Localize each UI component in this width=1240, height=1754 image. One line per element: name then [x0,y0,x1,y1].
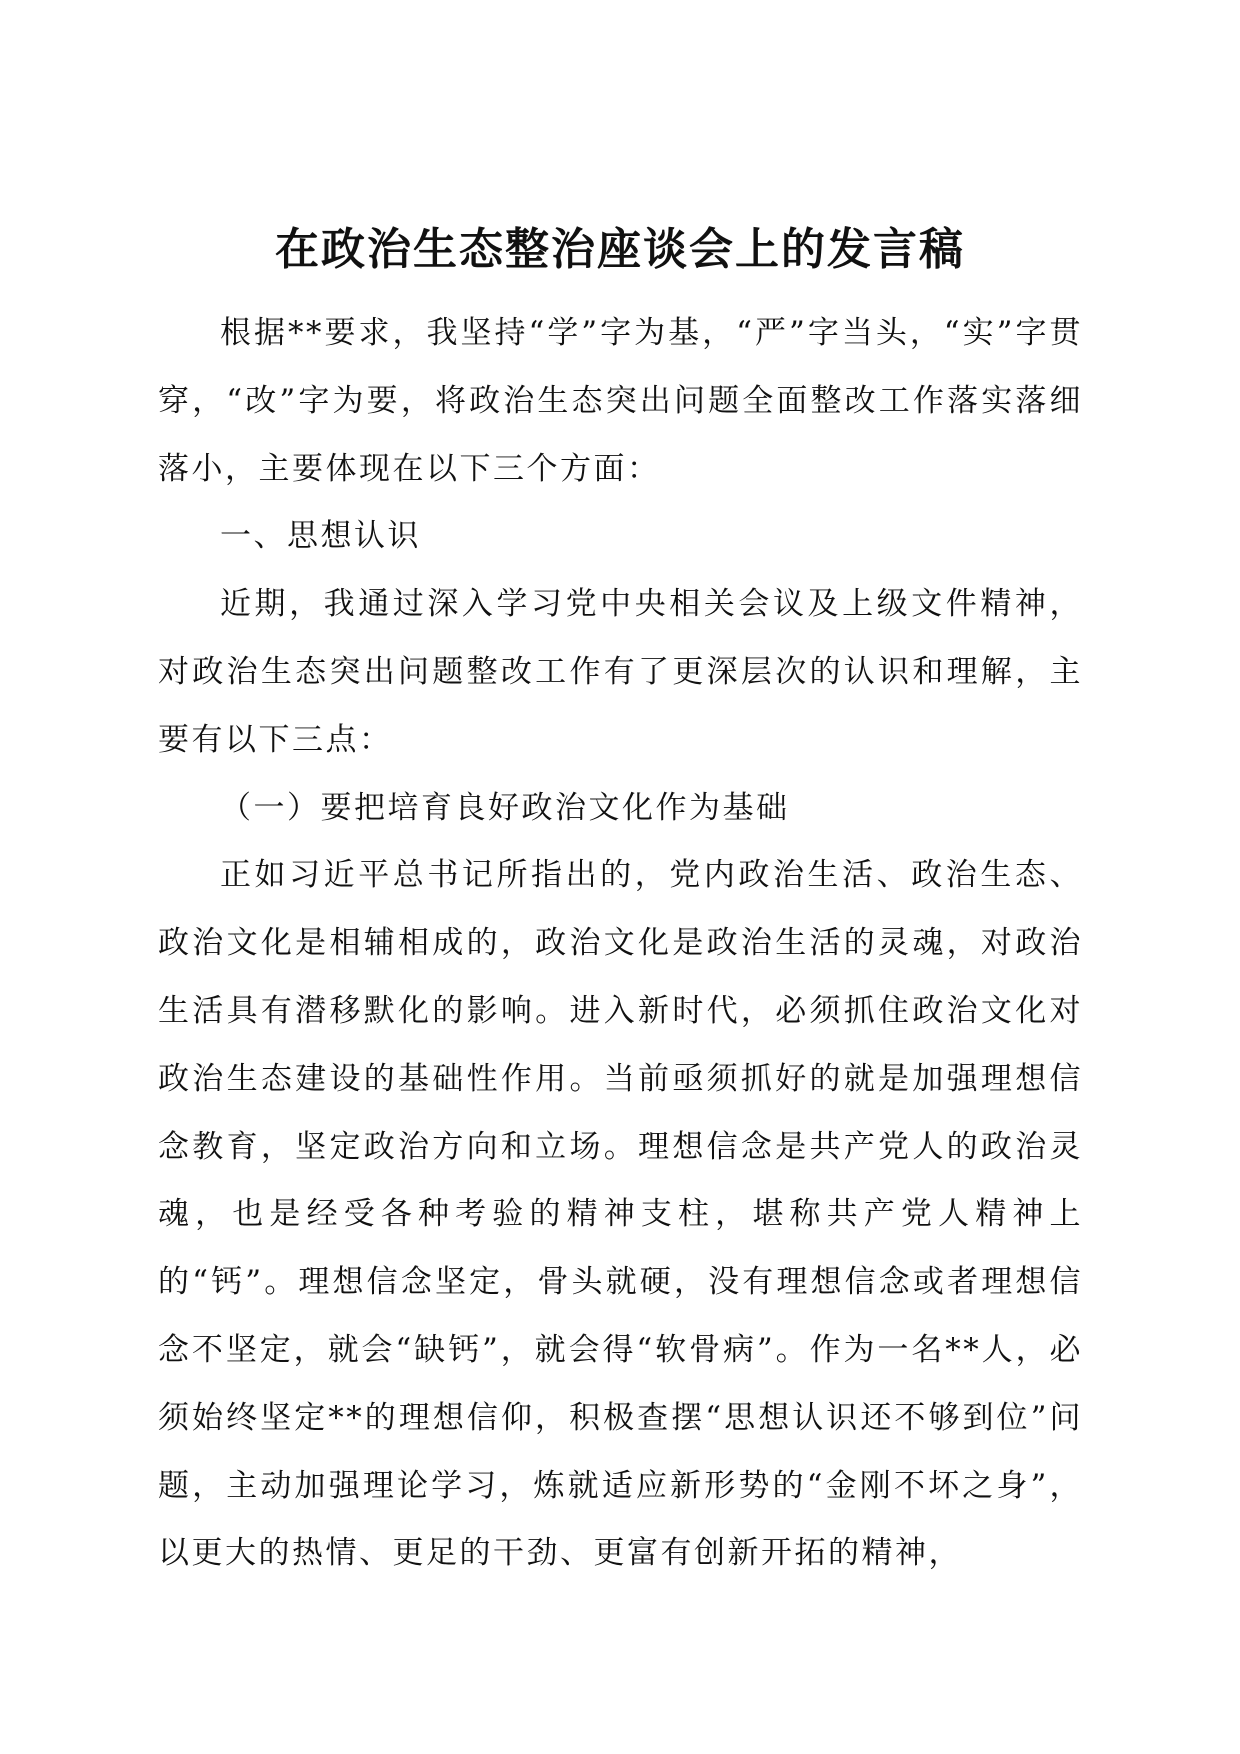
section-1-paragraph: 近期，我通过深入学习党中央相关会议及上级文件精神，对政治生态突出问题整改工作有了更深层次的认识和理解，主要有以下三点： [158,586,1083,758]
section-heading-1: 一、思想认识 [220,518,421,555]
document-title: 在政治生态整治座谈会上的发言稿 [275,224,965,275]
subsection-heading-1: （一）要把培育良好政治文化作为基础 [220,789,790,826]
intro-paragraph: 根据**要求，我坚持“学”字为基，“严”字当头，“实”字贯穿，“改”字为要，将政治生态突出问题全面整改工作落实落细落小，主要体现在以下三个方面： [158,315,1083,487]
subsection-1-paragraph: 正如习近平总书记所指出的，党内政治生活、政治生态、政治文化是相辅相成的，政治文化是政治生活的灵魂，对政治生活具有潜移默化的影响。进入新时代，必须抓住政治文化对政治生态建设的基础性作用。当前亟须抓好的就是加强理想信念教育，坚定政治方向和立场。理想信念是共产党人的政治灵魂，也是经受各种考验的精神支柱，堪称共产党人精神上的“钙”。理想信念坚定，骨头就硬，没有理想信念或者理想信念不坚定，就会“缺钙”，就会得“软骨病”。作为一名**人，必须始终坚定**的理想信仰，积极查摆“思想认识还不够到位”问题，主动加强理论学习，炼就适应新形势的“金刚不坏之身”，以更大的热情、更足的干劲、更富有创新开拓的精神， [158,857,1083,1572]
document-body [158,300,1083,1588]
